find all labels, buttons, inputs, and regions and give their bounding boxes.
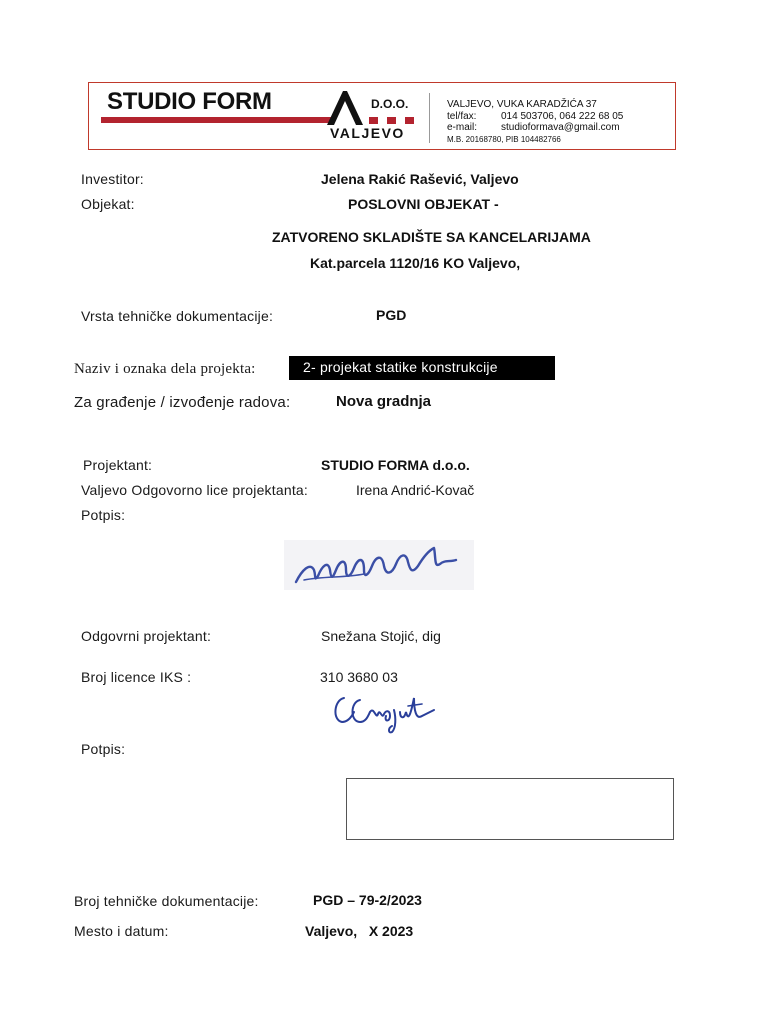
designer-value: STUDIO FORMA d.o.o. [321,457,470,473]
object-title: POSLOVNI OBJEKAT - [348,196,499,212]
resp-designer-label: Odgovrni projektant: [81,628,212,644]
company-phone [447,111,623,122]
phone-value: 014 503706, 064 222 68 05 [501,111,624,122]
designer-label: Projektant: [83,457,153,473]
company-address: VALJEVO, VUKA KARADŽIĆA 37 [447,99,597,110]
doc-type-label: Vrsta tehničke dokumentacije: [81,308,274,324]
signature-image [284,540,474,590]
place-date-label: Mesto i datum: [74,923,169,939]
company-letterhead [88,82,676,150]
part-value-badge: 2- projekat statike konstrukcije [289,356,555,380]
license-label: Broj licence IKS : [81,669,192,685]
object-label: Objekat: [81,196,135,212]
logo-square-icon [405,117,414,124]
license-value: 310 3680 03 [320,669,398,685]
build-value: Nova gradnja [336,393,432,410]
email-label: e-mail: [447,122,478,133]
investor-value: Jelena Rakić Rašević, Valjevo [321,171,519,187]
responsible-person-label: Valjevo Odgovorno lice projektanta: [81,482,308,498]
object-parcel: Kat.parcela 1120/16 KO Valjevo, [310,255,521,271]
resp-designer-value: Snežana Stojić, dig [321,628,441,644]
company-suffix: D.O.O. [371,97,409,111]
doc-number-value: PGD – 79-2/2023 [313,892,422,908]
signature1-label: Potpis: [81,507,126,523]
phone-label: tel/fax: [447,111,477,122]
company-registration: M.B. 20168780, PIB 104482766 [447,135,561,144]
responsible-person-value: Irena Andrić-Kovač [356,482,475,498]
stamp-box [346,778,674,840]
company-email [447,122,620,133]
signature2-label: Potpis: [81,741,126,757]
logo-square-icon [369,117,378,124]
signature-image [330,690,438,736]
logo-red-bar [101,117,335,123]
investor-label: Investitor: [81,171,144,187]
company-city: VALJEVO [330,125,405,141]
logo-square-icon [387,117,396,124]
email-value: studioformava@gmail.com [501,122,620,133]
build-label: Za građenje / izvođenje radova: [74,394,291,411]
letterhead-divider [429,93,430,143]
part-label: Naziv i oznaka dela projekta: [74,361,256,377]
logo-triangle-icon [323,87,367,127]
place-date-value: Valjevo, X 2023 [305,923,414,939]
doc-type-value: PGD [376,307,407,323]
doc-number-label: Broj tehničke dokumentacije: [74,893,259,909]
company-name: STUDIO FORM [107,88,272,115]
object-description: ZATVORENO SKLADIŠTE SA KANCELARIJAMA [272,229,591,245]
